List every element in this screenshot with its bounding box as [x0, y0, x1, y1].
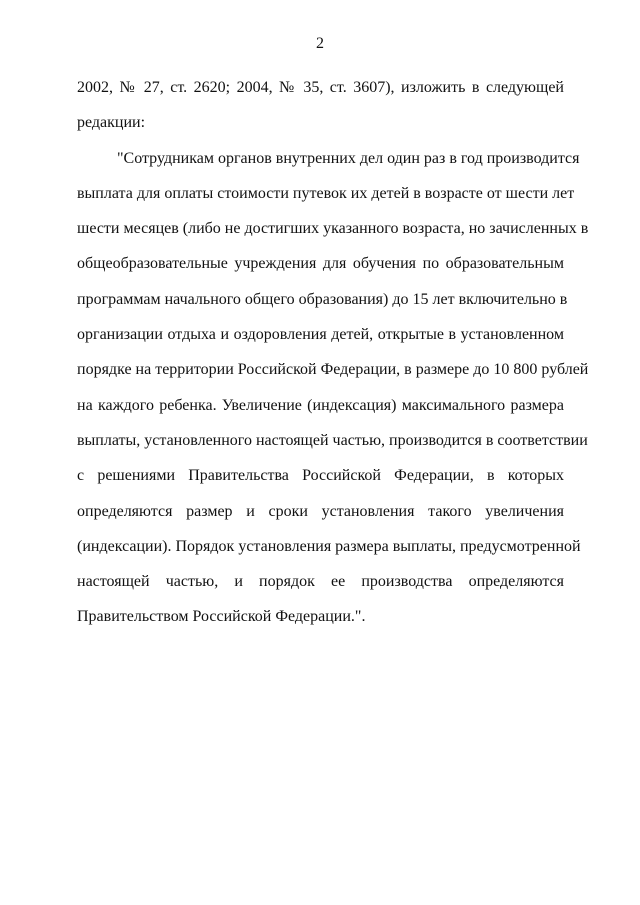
text-line: программам начального общего образования) до 15 лет включительно в: [77, 290, 568, 308]
text-line: организации отдыха и оздоровления детей, открытые в установленном: [77, 326, 564, 344]
text-line: шести месяцев (либо не достигших указанного возраста, но зачисленных в: [77, 220, 589, 238]
text-line: на каждого ребенка. Увеличение (индексация) максимального размера: [77, 396, 564, 414]
text-line: 2002, № 27, ст. 2620; 2004, № 35, ст. 3607), изложить в следующей: [77, 79, 564, 96]
text-line: выплата для оплаты стоимости путевок их детей в возрасте от шести лет: [77, 184, 575, 202]
text-line: настоящей частью, и порядок ее производства определяются: [77, 573, 564, 591]
text-line: "Сотрудникам органов внутренних дел один раз в год производится: [117, 149, 580, 167]
text-line: определяются размер и сроки установления такого увеличения: [77, 502, 564, 520]
text-line: порядке на территории Российской Федерации, в размере до 10 800 рублей: [77, 361, 589, 379]
text-line: с решениями Правительства Российской Федерации, в которых: [77, 467, 564, 485]
text-line: выплаты, установленного настоящей частью, производится в соответствии: [77, 431, 588, 449]
text-line: (индексации). Порядок установления размера выплаты, предусмотренной: [77, 537, 581, 555]
page-number: 2: [316, 35, 324, 52]
text-line: Правительством Российской Федерации.".: [77, 608, 366, 626]
text-line: редакции:: [77, 114, 146, 132]
text-line: общеобразовательные учреждения для обучения по образовательным: [77, 255, 564, 273]
document-body: [77, 70, 589, 635]
